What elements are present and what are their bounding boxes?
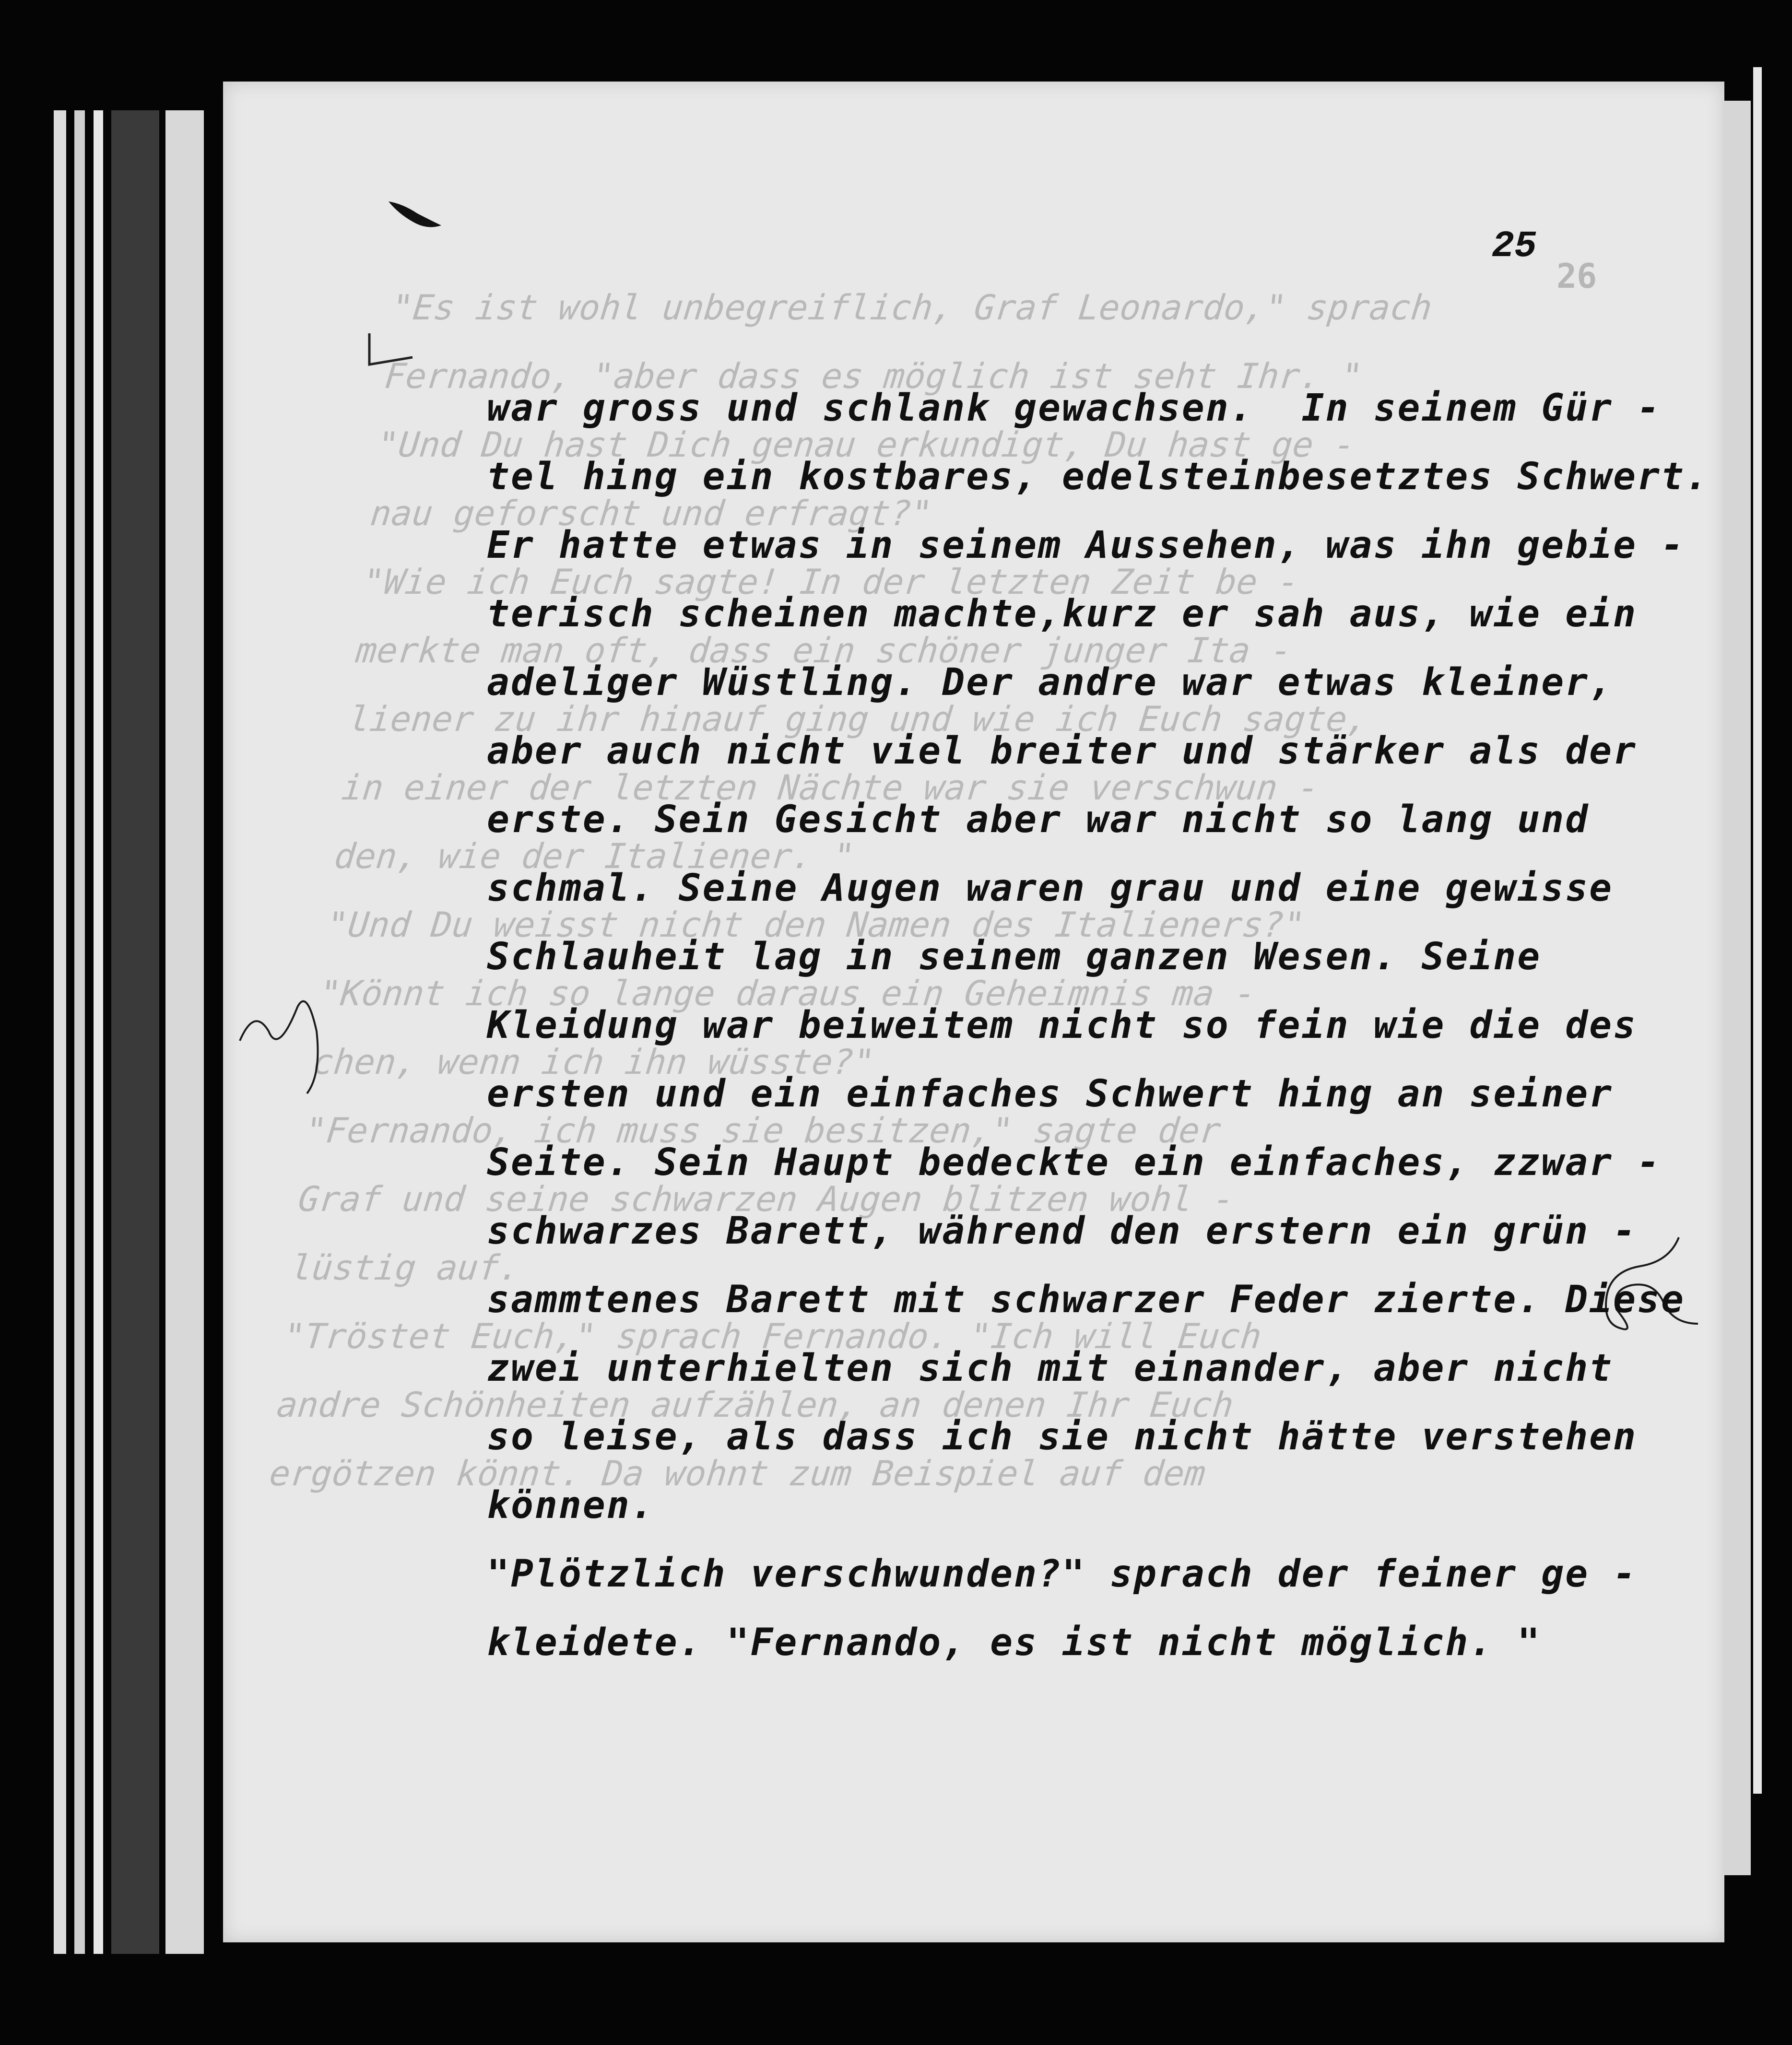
page-stack-edge bbox=[165, 110, 204, 1954]
bleed-through-page-number: 26 bbox=[1556, 257, 1597, 296]
text-line: tel hing ein kostbares, edelsteinbesetztes Schwert. bbox=[487, 455, 1709, 498]
ink-smudge bbox=[384, 192, 446, 235]
text-line: "Plötzlich verschwunden?" sprach der feiner ge - bbox=[487, 1552, 1638, 1596]
bleed-line: nau geforscht und erfragt?" bbox=[368, 493, 934, 533]
bleed-line: chen, wenn ich ihn wüsste?" bbox=[311, 1042, 877, 1082]
bleed-line: "Und Du weisst nicht den Namen des Italieners?" bbox=[325, 905, 1307, 945]
text-line: schwarzes Barett, während den erstern ein grün - bbox=[487, 1210, 1638, 1253]
bleed-line: Graf und seine schwarzen Augen blitzen wohl - bbox=[296, 1179, 1237, 1219]
text-line: so leise, als dass ich sie nicht hätte verstehen bbox=[487, 1415, 1638, 1458]
typed-body-text bbox=[487, 374, 1709, 1677]
text-line: Schlauheit lag in seinem ganzen Wesen. Seine bbox=[487, 935, 1542, 978]
text-line: Er hatte etwas in seinem Aussehen, was ihn gebie - bbox=[487, 524, 1685, 567]
text-line: zwei unterhielten sich mit einander, aber nicht bbox=[487, 1347, 1614, 1390]
page-number: 25 bbox=[1492, 225, 1537, 268]
bleed-line: den, wie der Italiener. " bbox=[332, 836, 857, 876]
bleed-line: "Wie ich Euch sagte! In der letzten Zeit be - bbox=[361, 562, 1301, 602]
text-line: sammtenes Barett mit schwarzer Feder zierte. Diese bbox=[487, 1278, 1685, 1321]
page-stack-shadow bbox=[111, 110, 159, 1954]
text-line: können. bbox=[487, 1484, 655, 1527]
bleed-line: liener zu ihr hinauf ging und wie ich Euch sagte, bbox=[347, 699, 1370, 739]
text-line: erste. Sein Gesicht aber war nicht so lang und bbox=[487, 798, 1590, 841]
text-line: Seite. Sein Haupt bedeckte ein einfaches, zzwar - bbox=[487, 1141, 1662, 1184]
page-stack-edge bbox=[74, 110, 85, 1954]
bleed-line: merkte man oft, dass ein schöner junger Ita - bbox=[354, 630, 1294, 670]
bleed-line: "Und Du hast Dich genau erkundigt, Du hast ge - bbox=[376, 424, 1357, 465]
bleed-line: "Tröstet Euch," sprach Fernando. "Ich will Euch bbox=[282, 1316, 1264, 1356]
bleed-line: andre Schönheiten aufzählen, an denen Ihr Euch bbox=[274, 1385, 1236, 1425]
text-line: war gross und schlank gewachsen. In seinem Gür - bbox=[487, 387, 1662, 430]
text-line: aber auch nicht viel breiter und stärker als der bbox=[487, 729, 1638, 773]
page-stack-edge bbox=[94, 110, 103, 1954]
bleed-line: lüstig auf. bbox=[289, 1247, 522, 1288]
hair-mark-left bbox=[225, 978, 350, 1103]
bleed-line: "Es ist wohl unbegreiflich, Graf Leonardo," sprach bbox=[390, 287, 1434, 328]
text-line: schmal. Seine Augen waren grau und eine gewisse bbox=[487, 867, 1614, 910]
text-line: ersten und ein einfaches Schwert hing an seiner bbox=[487, 1072, 1614, 1116]
bleed-line: Fernando, "aber dass es möglich ist seht Ihr. " bbox=[383, 356, 1365, 396]
bleed-line: in einer der letzten Nächte war sie verschwun - bbox=[340, 767, 1321, 808]
text-line: Kleidung war beiweitem nicht so fein wie die des bbox=[487, 1004, 1638, 1047]
text-line: terisch scheinen machte,kurz er sah aus, wie ein bbox=[487, 592, 1638, 635]
bleed-line: "Könnt ich so lange daraus ein Geheimnis ma - bbox=[318, 973, 1258, 1013]
bleed-line: "Fernando, ich muss sie besitzen," sagte der bbox=[304, 1110, 1223, 1151]
corner-mark bbox=[365, 331, 417, 369]
page-stack-edge bbox=[54, 110, 66, 1954]
bleed-line: ergötzen könnt. Da wohnt zum Beispiel auf dem bbox=[267, 1453, 1208, 1493]
text-line: kleidete. "Fernando, es ist nicht möglich. " bbox=[487, 1621, 1542, 1664]
text-line: adeliger Wüstling. Der andre war etwas kleiner, bbox=[487, 661, 1614, 704]
